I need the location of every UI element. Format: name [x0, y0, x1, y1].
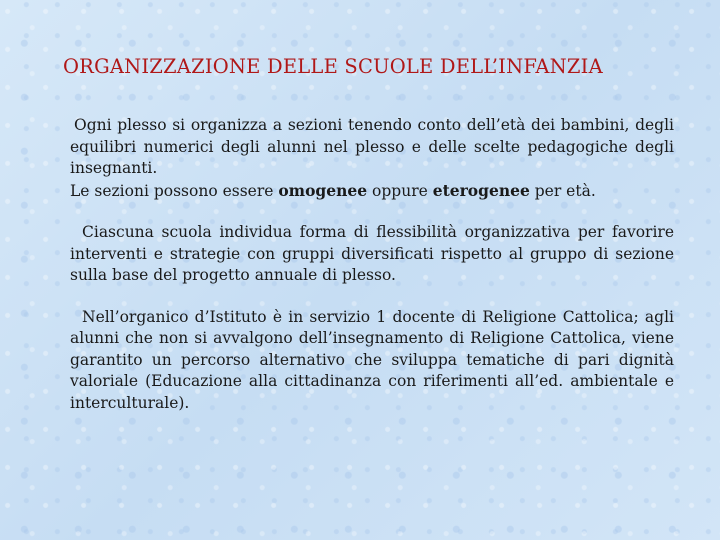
slide-body — [70, 115, 674, 414]
slide-title: ORGANIZZAZIONE DELLE SCUOLE DELL’INFANZIA — [63, 55, 603, 78]
paragraph-tipologia-text-middle: oppure — [367, 181, 433, 200]
keyword-omogenee: omogenee — [278, 180, 368, 200]
paragraph-tipologia-text-after: per età. — [529, 181, 596, 200]
paragraph-flessibilita: Ciascuna scuola individua forma di flessibilità organizzativa per favorire interventi e strategie con gruppi diversificati rispetto al gruppo di sezione sulla base del progetto annuale di plesso. — [70, 223, 674, 284]
keyword-eterogenee: eterogenee — [432, 180, 530, 200]
paragraph-tipologia-text-before: Le sezioni possono essere — [70, 181, 279, 200]
paragraph-organizzazione-sezioni: Ogni plesso si organizza a sezioni tenendo conto dell’età dei bambini, degli equilibri numerici degli alunni nel plesso e delle scelte pedagogiche degli insegnanti. — [70, 116, 674, 177]
paragraph-tipologia-sezioni — [70, 180, 674, 203]
paragraph-religione: Nell’organico d’Istituto è in servizio 1 docente di Religione Cattolica; agli alunni che non si avvalgono dell’insegnamento di Religione Cattolica, viene garantito un percorso alternativo che sviluppa tematiche di pari dignità valoriale (Educazione alla cittadinanza con riferimenti all’ed. ambientale e interculturale). — [70, 307, 674, 412]
